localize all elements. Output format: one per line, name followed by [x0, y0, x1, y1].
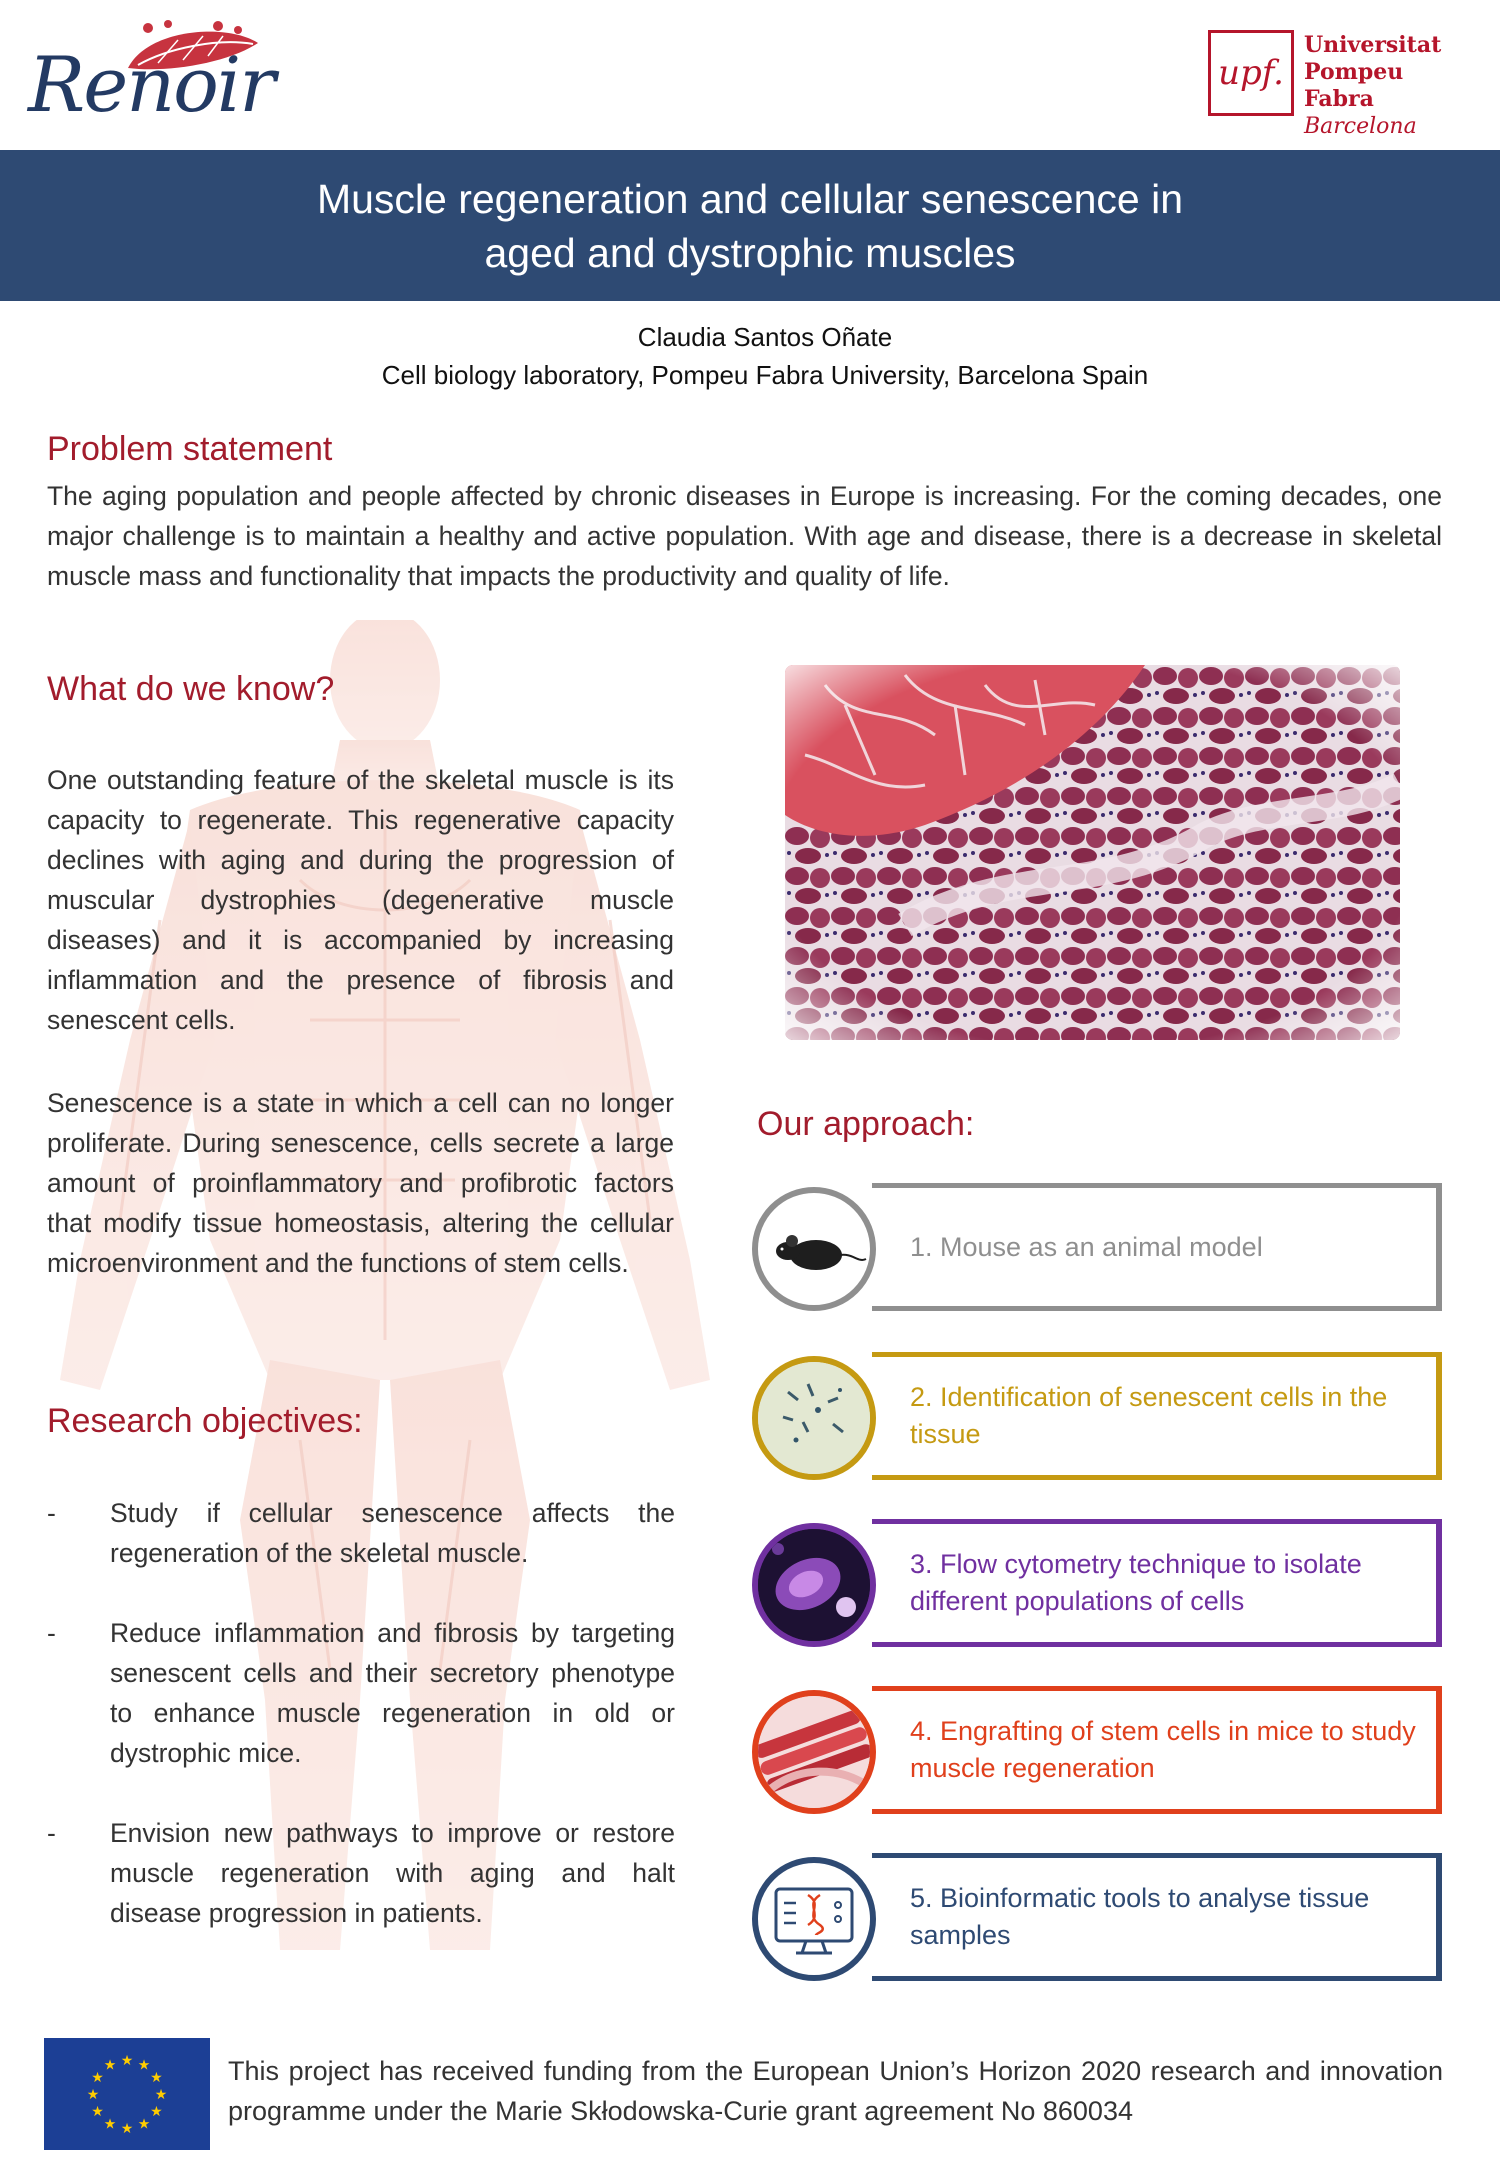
- step-label: 1. Mouse as an animal model: [910, 1231, 1263, 1262]
- know-paragraph-1: One outstanding feature of the skeletal muscle is its capacity to regenerate. This regenerative capacity declines with aging and during the progression of muscular dystrophies (degenerative muscle diseases) and it is accompanied by increasing inflammation and the presence of fibrosis and senescent cells.: [47, 765, 674, 1035]
- renoir-wordmark: Renoir: [28, 40, 274, 129]
- muscle-histology-image: [785, 665, 1400, 1040]
- problem-text: The aging population and people affected by chronic diseases in Europe is increasing. For the coming decades, one major challenge is to maintain a healthy and active population. With age and disease, there is a decrease in skeletal muscle mass and functionality that impacts the productivity and quality of life.: [47, 481, 1442, 591]
- step-image: [752, 1187, 876, 1311]
- eu-star-icon: ★: [103, 2056, 117, 2073]
- bullet-dash: -: [47, 1618, 56, 1648]
- eu-star-icon: ★: [150, 2069, 163, 2085]
- bullet-dash: -: [47, 1818, 56, 1848]
- step-image: [752, 1356, 876, 1480]
- bullet-dash: -: [47, 1498, 56, 1528]
- approach-step-1: [752, 1183, 1450, 1315]
- eu-star-icon: ★: [154, 2086, 168, 2102]
- author-block: [0, 318, 1500, 394]
- step-image: [752, 1857, 876, 1981]
- objectives-list: [47, 1493, 677, 1933]
- problem-heading: Problem statement: [47, 430, 333, 468]
- upf-mark: upf.: [1208, 30, 1294, 116]
- upf-name: Universitat Pompeu Fabra Barcelona: [1304, 32, 1442, 139]
- mouse-icon: [758, 1193, 870, 1305]
- cell-icon: [758, 1529, 870, 1641]
- page-title-line2: aged and dystrophic muscles: [484, 229, 1016, 276]
- objectives-heading: Research objectives:: [47, 1402, 363, 1440]
- approach-step-3: [752, 1519, 1450, 1651]
- approach-step-4: [752, 1686, 1450, 1818]
- eu-star-icon: ★: [120, 2052, 134, 2068]
- eu-star-icon: ★: [91, 2103, 104, 2119]
- title-bar: [0, 150, 1500, 301]
- list-item: [47, 1813, 677, 1933]
- author-affiliation: Cell biology laboratory, Pompeu Fabra University, Barcelona Spain: [381, 360, 1149, 390]
- step-label: 4. Engrafting of stem cells in mice to study muscle regeneration: [910, 1716, 1416, 1783]
- dna-monitor-icon: [758, 1863, 870, 1975]
- know-paragraph-2: Senescence is a state in which a cell can no longer proliferate. During senescence, cells secrete a large amount of proinflammatory and profibrotic factors that modify tissue homeostasis, altering the cellular microenvironment and the functions of stem cells.: [47, 1088, 674, 1278]
- renoir-logo: [28, 18, 274, 129]
- approach-step-2: [752, 1352, 1450, 1484]
- step-image: [752, 1523, 876, 1647]
- eu-star-icon: ★: [120, 2120, 134, 2136]
- objective-text: Study if cellular senescence affects the regeneration of the skeletal muscle.: [110, 1498, 675, 1568]
- approach-step-5: [752, 1853, 1450, 1985]
- eu-star-icon: ★: [137, 2056, 151, 2073]
- step-image: [752, 1690, 876, 1814]
- stained-cells-icon: [758, 1362, 870, 1474]
- funding-text: This project has received funding from the European Union’s Horizon 2020 research and innovation programme under the Marie Skłodowska-Curie grant agreement No 860034: [228, 2056, 1443, 2126]
- author-name: Claudia Santos Oñate: [637, 322, 893, 352]
- objective-text: Envision new pathways to improve or restore muscle regeneration with aging and halt disease progression in patients.: [110, 1818, 675, 1928]
- approach-heading: Our approach:: [757, 1105, 975, 1143]
- page-title-line1: Muscle regeneration and cellular senescence in: [316, 175, 1184, 222]
- eu-flag-icon: [44, 2038, 210, 2150]
- eu-star-icon: ★: [86, 2086, 100, 2102]
- upf-logo: [1208, 30, 1478, 139]
- eu-star-icon: ★: [150, 2103, 163, 2119]
- eu-star-icon: ★: [91, 2069, 104, 2085]
- list-item: [47, 1613, 677, 1773]
- objective-text: Reduce inflammation and fibrosis by targeting senescent cells and their secretory phenotype to enhance muscle regeneration in old or dystrophic mice.: [110, 1618, 675, 1768]
- step-label: 3. Flow cytometry technique to isolate different populations of cells: [910, 1549, 1362, 1616]
- eu-star-icon: ★: [103, 2115, 117, 2132]
- eu-star-icon: ★: [137, 2115, 151, 2132]
- know-heading: What do we know?: [47, 670, 335, 708]
- muscle-fiber-icon: [758, 1696, 870, 1808]
- list-item: [47, 1493, 677, 1573]
- step-label: 5. Bioinformatic tools to analyse tissue samples: [910, 1883, 1370, 1950]
- step-label: 2. Identification of senescent cells in the tissue: [910, 1382, 1388, 1449]
